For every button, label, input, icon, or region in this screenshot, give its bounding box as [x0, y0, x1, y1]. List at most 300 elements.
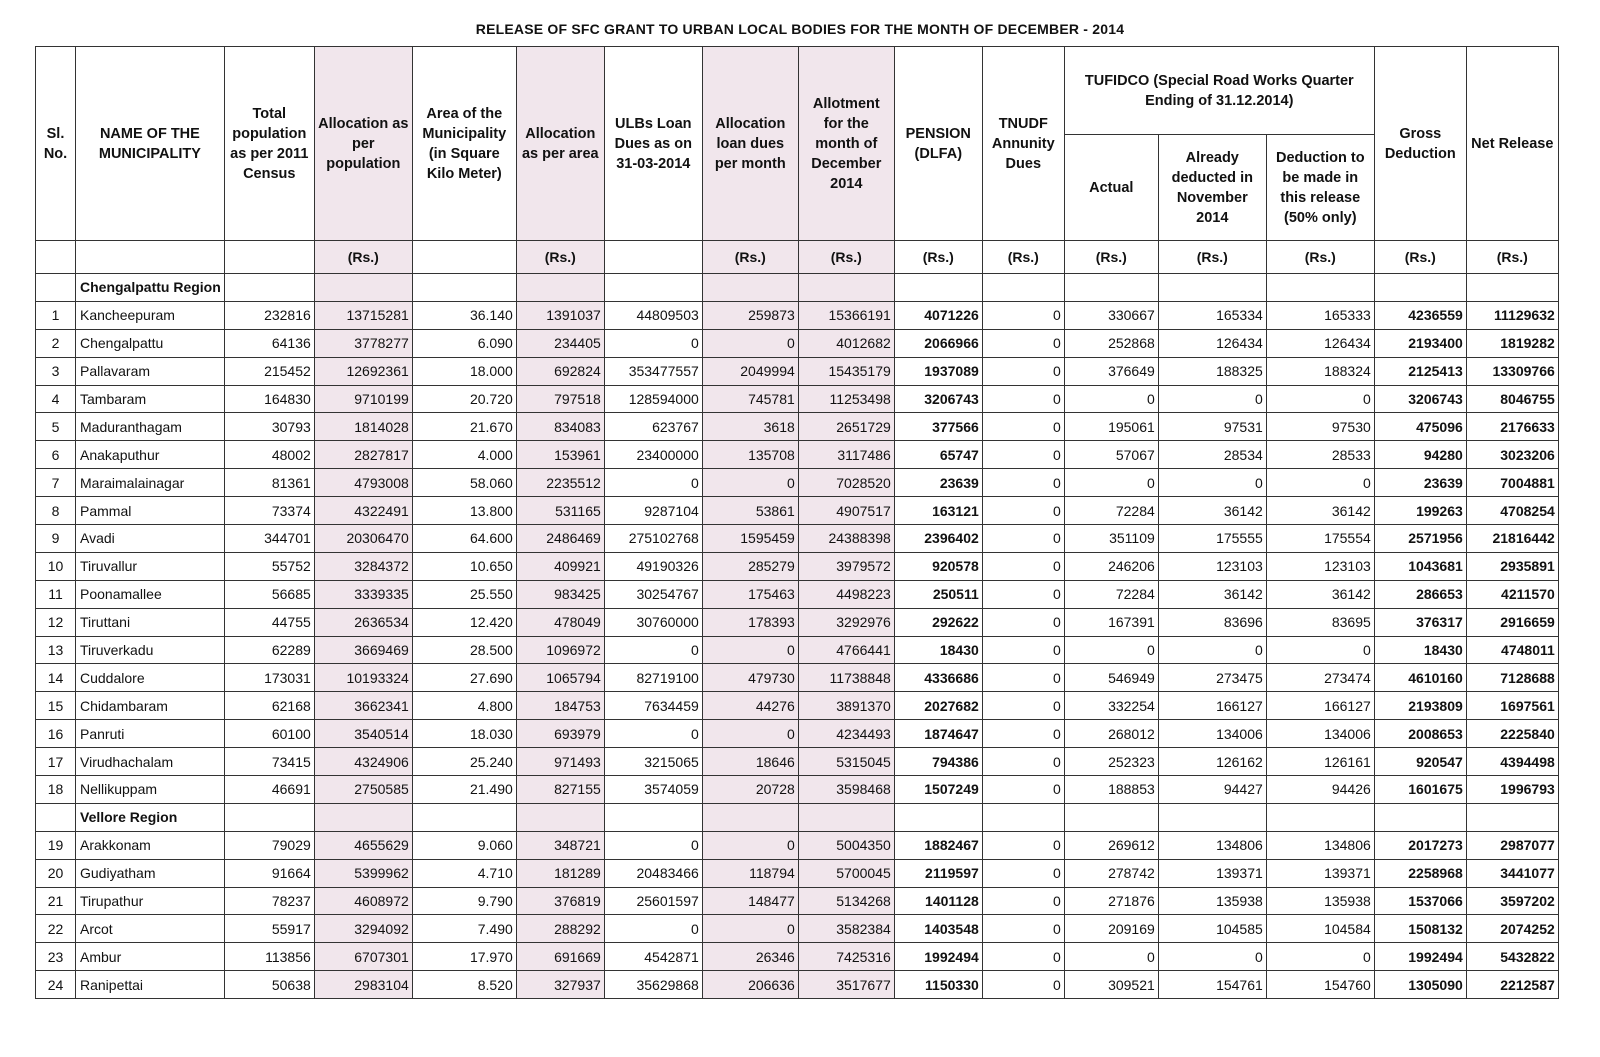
cell-name: Maduranthagam [76, 413, 225, 441]
cell-already: 139371 [1158, 859, 1266, 887]
region-empty-cell [798, 274, 894, 302]
cell-alloc-pop: 3339335 [314, 580, 412, 608]
region-empty-cell [1374, 274, 1466, 302]
region-name: Chengalpattu Region [76, 274, 225, 302]
header-alloc-area: Allocation as per area [516, 47, 604, 241]
cell-alloc-area: 971493 [516, 748, 604, 776]
region-name: Vellore Region [76, 803, 225, 831]
cell-net: 3023206 [1466, 441, 1558, 469]
cell-actual: 72284 [1064, 497, 1158, 525]
cell-area: 25.550 [412, 580, 516, 608]
region-empty-cell [894, 274, 982, 302]
cell-tnudf: 0 [982, 748, 1064, 776]
cell-net: 13309766 [1466, 357, 1558, 385]
cell-population: 60100 [224, 720, 314, 748]
cell-gross: 23639 [1374, 469, 1466, 497]
cell-population: 81361 [224, 469, 314, 497]
cell-net: 3441077 [1466, 859, 1558, 887]
cell-area: 12.420 [412, 608, 516, 636]
region-empty-cell [1466, 803, 1558, 831]
unit-deduction: (Rs.) [1266, 241, 1374, 274]
cell-already: 36142 [1158, 497, 1266, 525]
cell-net: 2225840 [1466, 720, 1558, 748]
cell-sl-no: 15 [36, 692, 76, 720]
cell-deduction: 36142 [1266, 580, 1374, 608]
cell-already: 188325 [1158, 357, 1266, 385]
cell-allotment: 4766441 [798, 636, 894, 664]
cell-name: Ambur [76, 943, 225, 971]
cell-actual: 268012 [1064, 720, 1158, 748]
header-sl-no: Sl. No. [36, 47, 76, 241]
cell-gross: 4610160 [1374, 664, 1466, 692]
region-empty-cell [982, 274, 1064, 302]
cell-alloc-pop: 4322491 [314, 497, 412, 525]
cell-alloc-area: 2235512 [516, 469, 604, 497]
cell-population: 56685 [224, 580, 314, 608]
region-empty-cell [1158, 274, 1266, 302]
cell-gross: 1992494 [1374, 943, 1466, 971]
region-empty-cell [1064, 274, 1158, 302]
cell-net: 2212587 [1466, 971, 1558, 999]
cell-alloc-area: 348721 [516, 831, 604, 859]
cell-pension: 2119597 [894, 859, 982, 887]
cell-alloc-loan: 26346 [702, 943, 798, 971]
cell-alloc-pop: 12692361 [314, 357, 412, 385]
cell-tnudf: 0 [982, 692, 1064, 720]
cell-population: 79029 [224, 831, 314, 859]
cell-actual: 252323 [1064, 748, 1158, 776]
cell-name: Anakaputhur [76, 441, 225, 469]
cell-allotment: 3979572 [798, 552, 894, 580]
cell-deduction: 0 [1266, 943, 1374, 971]
cell-alloc-pop: 1814028 [314, 413, 412, 441]
cell-pension: 250511 [894, 580, 982, 608]
cell-loan-dues: 20483466 [604, 859, 702, 887]
unit-allotment: (Rs.) [798, 241, 894, 274]
cell-allotment: 11738848 [798, 664, 894, 692]
cell-actual: 269612 [1064, 831, 1158, 859]
region-empty-cell [604, 274, 702, 302]
cell-deduction: 273474 [1266, 664, 1374, 692]
cell-name: Poonamallee [76, 580, 225, 608]
table-row [36, 357, 1559, 385]
cell-sl-no: 24 [36, 971, 76, 999]
cell-already: 97531 [1158, 413, 1266, 441]
cell-alloc-loan: 745781 [702, 385, 798, 413]
cell-net: 2935891 [1466, 552, 1558, 580]
cell-loan-dues: 7634459 [604, 692, 702, 720]
cell-alloc-pop: 3284372 [314, 552, 412, 580]
cell-area: 25.240 [412, 748, 516, 776]
unit-loan-dues [604, 241, 702, 274]
unit-alloc-loan: (Rs.) [702, 241, 798, 274]
cell-gross: 475096 [1374, 413, 1466, 441]
cell-alloc-pop: 3540514 [314, 720, 412, 748]
units-row [36, 241, 1559, 274]
cell-alloc-pop: 4608972 [314, 887, 412, 915]
cell-net: 7004881 [1466, 469, 1558, 497]
cell-sl-no: 20 [36, 859, 76, 887]
table-row [36, 831, 1559, 859]
cell-alloc-pop: 3778277 [314, 329, 412, 357]
cell-alloc-pop: 4324906 [314, 748, 412, 776]
header-net: Net Release [1466, 47, 1558, 241]
cell-alloc-area: 692824 [516, 357, 604, 385]
cell-loan-dues: 3574059 [604, 776, 702, 804]
table-row [36, 413, 1559, 441]
table-row [36, 915, 1559, 943]
cell-allotment: 15366191 [798, 301, 894, 329]
cell-tnudf: 0 [982, 971, 1064, 999]
cell-area: 64.600 [412, 525, 516, 553]
cell-gross: 2258968 [1374, 859, 1466, 887]
cell-alloc-loan: 53861 [702, 497, 798, 525]
table-row [36, 859, 1559, 887]
cell-alloc-loan: 0 [702, 720, 798, 748]
cell-sl-no: 1 [36, 301, 76, 329]
cell-net: 2987077 [1466, 831, 1558, 859]
region-empty-cell [1374, 803, 1466, 831]
cell-loan-dues: 49190326 [604, 552, 702, 580]
cell-name: Nellikuppam [76, 776, 225, 804]
cell-name: Arcot [76, 915, 225, 943]
cell-area: 17.970 [412, 943, 516, 971]
cell-deduction: 135938 [1266, 887, 1374, 915]
cell-actual: 376649 [1064, 357, 1158, 385]
document-title: RELEASE OF SFC GRANT TO URBAN LOCAL BODIES FOR THE MONTH OF DECEMBER - 2014 [475, 21, 1125, 37]
cell-already: 0 [1158, 943, 1266, 971]
cell-population: 48002 [224, 441, 314, 469]
table-row [36, 943, 1559, 971]
cell-loan-dues: 0 [604, 720, 702, 748]
cell-alloc-area: 983425 [516, 580, 604, 608]
cell-alloc-pop: 3669469 [314, 636, 412, 664]
cell-actual: 188853 [1064, 776, 1158, 804]
cell-population: 73415 [224, 748, 314, 776]
cell-alloc-loan: 1595459 [702, 525, 798, 553]
cell-area: 4.000 [412, 441, 516, 469]
cell-sl-no: 5 [36, 413, 76, 441]
cell-deduction: 0 [1266, 469, 1374, 497]
cell-pension: 1882467 [894, 831, 982, 859]
cell-allotment: 3891370 [798, 692, 894, 720]
cell-alloc-area: 827155 [516, 776, 604, 804]
cell-tnudf: 0 [982, 580, 1064, 608]
cell-name: Virudhachalam [76, 748, 225, 776]
cell-already: 94427 [1158, 776, 1266, 804]
cell-deduction: 123103 [1266, 552, 1374, 580]
header-already: Already deducted in November 2014 [1158, 135, 1266, 241]
cell-alloc-pop: 10193324 [314, 664, 412, 692]
cell-already: 154761 [1158, 971, 1266, 999]
cell-tnudf: 0 [982, 887, 1064, 915]
region-empty-cell [1158, 803, 1266, 831]
cell-pension: 794386 [894, 748, 982, 776]
cell-alloc-loan: 44276 [702, 692, 798, 720]
cell-allotment: 3292976 [798, 608, 894, 636]
cell-allotment: 7028520 [798, 469, 894, 497]
cell-tnudf: 0 [982, 859, 1064, 887]
cell-name: Panruti [76, 720, 225, 748]
cell-already: 0 [1158, 636, 1266, 664]
cell-population: 55917 [224, 915, 314, 943]
cell-actual: 0 [1064, 943, 1158, 971]
region-empty-cell [604, 803, 702, 831]
cell-alloc-loan: 0 [702, 469, 798, 497]
cell-already: 175555 [1158, 525, 1266, 553]
cell-population: 164830 [224, 385, 314, 413]
cell-area: 8.520 [412, 971, 516, 999]
cell-name: Gudiyatham [76, 859, 225, 887]
cell-population: 62168 [224, 692, 314, 720]
region-row [36, 274, 1559, 302]
cell-already: 273475 [1158, 664, 1266, 692]
unit-population [224, 241, 314, 274]
unit-net: (Rs.) [1466, 241, 1558, 274]
table-row [36, 497, 1559, 525]
cell-sl-no: 2 [36, 329, 76, 357]
cell-name: Arakkonam [76, 831, 225, 859]
cell-alloc-area: 184753 [516, 692, 604, 720]
region-empty-cell [224, 274, 314, 302]
cell-alloc-area: 376819 [516, 887, 604, 915]
cell-allotment: 4012682 [798, 329, 894, 357]
cell-net: 1819282 [1466, 329, 1558, 357]
cell-deduction: 104584 [1266, 915, 1374, 943]
cell-gross: 286653 [1374, 580, 1466, 608]
region-empty-cell [314, 803, 412, 831]
cell-name: Avadi [76, 525, 225, 553]
cell-net: 4748011 [1466, 636, 1558, 664]
cell-gross: 2193400 [1374, 329, 1466, 357]
cell-alloc-area: 181289 [516, 859, 604, 887]
cell-alloc-pop: 2636534 [314, 608, 412, 636]
cell-net: 2176633 [1466, 413, 1558, 441]
cell-deduction: 134806 [1266, 831, 1374, 859]
cell-alloc-loan: 0 [702, 831, 798, 859]
cell-alloc-area: 327937 [516, 971, 604, 999]
cell-sl-no: 21 [36, 887, 76, 915]
cell-allotment: 5315045 [798, 748, 894, 776]
cell-tnudf: 0 [982, 385, 1064, 413]
cell-actual: 0 [1064, 385, 1158, 413]
header-population: Total population as per 2011 Census [224, 47, 314, 241]
cell-alloc-area: 288292 [516, 915, 604, 943]
cell-deduction: 83695 [1266, 608, 1374, 636]
cell-pension: 1937089 [894, 357, 982, 385]
table-row [36, 329, 1559, 357]
region-empty-cell [702, 803, 798, 831]
region-empty-cell [516, 274, 604, 302]
cell-area: 10.650 [412, 552, 516, 580]
header-name: NAME OF THE MUNICIPALITY [76, 47, 225, 241]
cell-deduction: 126161 [1266, 748, 1374, 776]
cell-tnudf: 0 [982, 664, 1064, 692]
table-row [36, 748, 1559, 776]
cell-actual: 167391 [1064, 608, 1158, 636]
cell-net: 4708254 [1466, 497, 1558, 525]
cell-pension: 920578 [894, 552, 982, 580]
cell-loan-dues: 275102768 [604, 525, 702, 553]
cell-name: Cuddalore [76, 664, 225, 692]
cell-loan-dues: 9287104 [604, 497, 702, 525]
cell-alloc-loan: 206636 [702, 971, 798, 999]
cell-name: Tiruvallur [76, 552, 225, 580]
cell-tnudf: 0 [982, 497, 1064, 525]
cell-population: 73374 [224, 497, 314, 525]
cell-alloc-pop: 2827817 [314, 441, 412, 469]
cell-tnudf: 0 [982, 636, 1064, 664]
header-deduction: Deduction to be made in this release (50% only) [1266, 135, 1374, 241]
cell-tnudf: 0 [982, 943, 1064, 971]
unit-pension: (Rs.) [894, 241, 982, 274]
region-empty-cell [412, 803, 516, 831]
region-empty-cell [1064, 803, 1158, 831]
unit-gross: (Rs.) [1374, 241, 1466, 274]
cell-alloc-pop: 3294092 [314, 915, 412, 943]
cell-already: 0 [1158, 385, 1266, 413]
cell-pension: 377566 [894, 413, 982, 441]
cell-net: 1996793 [1466, 776, 1558, 804]
cell-tnudf: 0 [982, 608, 1064, 636]
cell-already: 36142 [1158, 580, 1266, 608]
cell-actual: 57067 [1064, 441, 1158, 469]
cell-loan-dues: 3215065 [604, 748, 702, 776]
cell-area: 18.000 [412, 357, 516, 385]
cell-area: 13.800 [412, 497, 516, 525]
cell-alloc-loan: 259873 [702, 301, 798, 329]
cell-pension: 2027682 [894, 692, 982, 720]
unit-alloc-area: (Rs.) [516, 241, 604, 274]
cell-allotment: 7425316 [798, 943, 894, 971]
cell-pension: 163121 [894, 497, 982, 525]
cell-loan-dues: 128594000 [604, 385, 702, 413]
cell-pension: 292622 [894, 608, 982, 636]
cell-alloc-pop: 6707301 [314, 943, 412, 971]
cell-actual: 195061 [1064, 413, 1158, 441]
cell-sl-no: 14 [36, 664, 76, 692]
cell-actual: 0 [1064, 636, 1158, 664]
cell-population: 232816 [224, 301, 314, 329]
cell-gross: 94280 [1374, 441, 1466, 469]
cell-sl-no: 4 [36, 385, 76, 413]
table-row [36, 441, 1559, 469]
region-empty-cell [516, 803, 604, 831]
cell-net: 1697561 [1466, 692, 1558, 720]
cell-area: 28.500 [412, 636, 516, 664]
cell-gross: 920547 [1374, 748, 1466, 776]
cell-alloc-area: 153961 [516, 441, 604, 469]
header-actual: Actual [1064, 135, 1158, 241]
cell-sl-no: 12 [36, 608, 76, 636]
cell-net: 5432822 [1466, 943, 1558, 971]
cell-sl-no: 11 [36, 580, 76, 608]
cell-net: 4394498 [1466, 748, 1558, 776]
cell-pension: 1992494 [894, 943, 982, 971]
cell-tnudf: 0 [982, 776, 1064, 804]
cell-allotment: 3517677 [798, 971, 894, 999]
cell-actual: 330667 [1064, 301, 1158, 329]
cell-tnudf: 0 [982, 413, 1064, 441]
cell-allotment: 3582384 [798, 915, 894, 943]
cell-alloc-pop: 4655629 [314, 831, 412, 859]
cell-alloc-loan: 135708 [702, 441, 798, 469]
cell-already: 134006 [1158, 720, 1266, 748]
cell-deduction: 165333 [1266, 301, 1374, 329]
table-row [36, 720, 1559, 748]
cell-name: Tirupathur [76, 887, 225, 915]
cell-name: Chengalpattu [76, 329, 225, 357]
table-row [36, 692, 1559, 720]
cell-sl-no: 8 [36, 497, 76, 525]
cell-loan-dues: 0 [604, 915, 702, 943]
cell-pension: 18430 [894, 636, 982, 664]
cell-sl-no: 17 [36, 748, 76, 776]
sfc-grant-table [35, 46, 1559, 999]
cell-alloc-area: 834083 [516, 413, 604, 441]
cell-alloc-area: 1096972 [516, 636, 604, 664]
cell-net: 8046755 [1466, 385, 1558, 413]
cell-allotment: 4234493 [798, 720, 894, 748]
region-empty-cell [314, 274, 412, 302]
table-row [36, 385, 1559, 413]
cell-loan-dues: 0 [604, 636, 702, 664]
header-area: Area of the Municipality (in Square Kilo Meter) [412, 47, 516, 241]
cell-area: 20.720 [412, 385, 516, 413]
cell-alloc-area: 1065794 [516, 664, 604, 692]
cell-alloc-loan: 175463 [702, 580, 798, 608]
cell-pension: 1403548 [894, 915, 982, 943]
cell-allotment: 5134268 [798, 887, 894, 915]
cell-sl-no: 19 [36, 831, 76, 859]
cell-allotment: 5004350 [798, 831, 894, 859]
cell-already: 104585 [1158, 915, 1266, 943]
cell-name: Maraimalainagar [76, 469, 225, 497]
cell-loan-dues: 30760000 [604, 608, 702, 636]
header-allotment: Allotment for the month of December 2014 [798, 47, 894, 241]
cell-actual: 271876 [1064, 887, 1158, 915]
cell-alloc-pop: 9710199 [314, 385, 412, 413]
cell-already: 123103 [1158, 552, 1266, 580]
cell-alloc-area: 691669 [516, 943, 604, 971]
cell-alloc-pop: 5399962 [314, 859, 412, 887]
cell-name: Tiruverkadu [76, 636, 225, 664]
cell-deduction: 0 [1266, 636, 1374, 664]
cell-already: 126162 [1158, 748, 1266, 776]
cell-area: 9.790 [412, 887, 516, 915]
cell-already: 28534 [1158, 441, 1266, 469]
cell-loan-dues: 25601597 [604, 887, 702, 915]
table-row [36, 887, 1559, 915]
table-row [36, 469, 1559, 497]
cell-pension: 1401128 [894, 887, 982, 915]
cell-tnudf: 0 [982, 469, 1064, 497]
cell-loan-dues: 4542871 [604, 943, 702, 971]
cell-alloc-loan: 0 [702, 915, 798, 943]
table-row [36, 636, 1559, 664]
cell-population: 215452 [224, 357, 314, 385]
cell-sl-no: 18 [36, 776, 76, 804]
cell-deduction: 97530 [1266, 413, 1374, 441]
cell-alloc-loan: 2049994 [702, 357, 798, 385]
cell-alloc-loan: 148477 [702, 887, 798, 915]
cell-population: 62289 [224, 636, 314, 664]
cell-allotment: 4907517 [798, 497, 894, 525]
cell-gross: 1601675 [1374, 776, 1466, 804]
cell-alloc-loan: 18646 [702, 748, 798, 776]
cell-pension: 65747 [894, 441, 982, 469]
region-empty-cell [1266, 803, 1374, 831]
